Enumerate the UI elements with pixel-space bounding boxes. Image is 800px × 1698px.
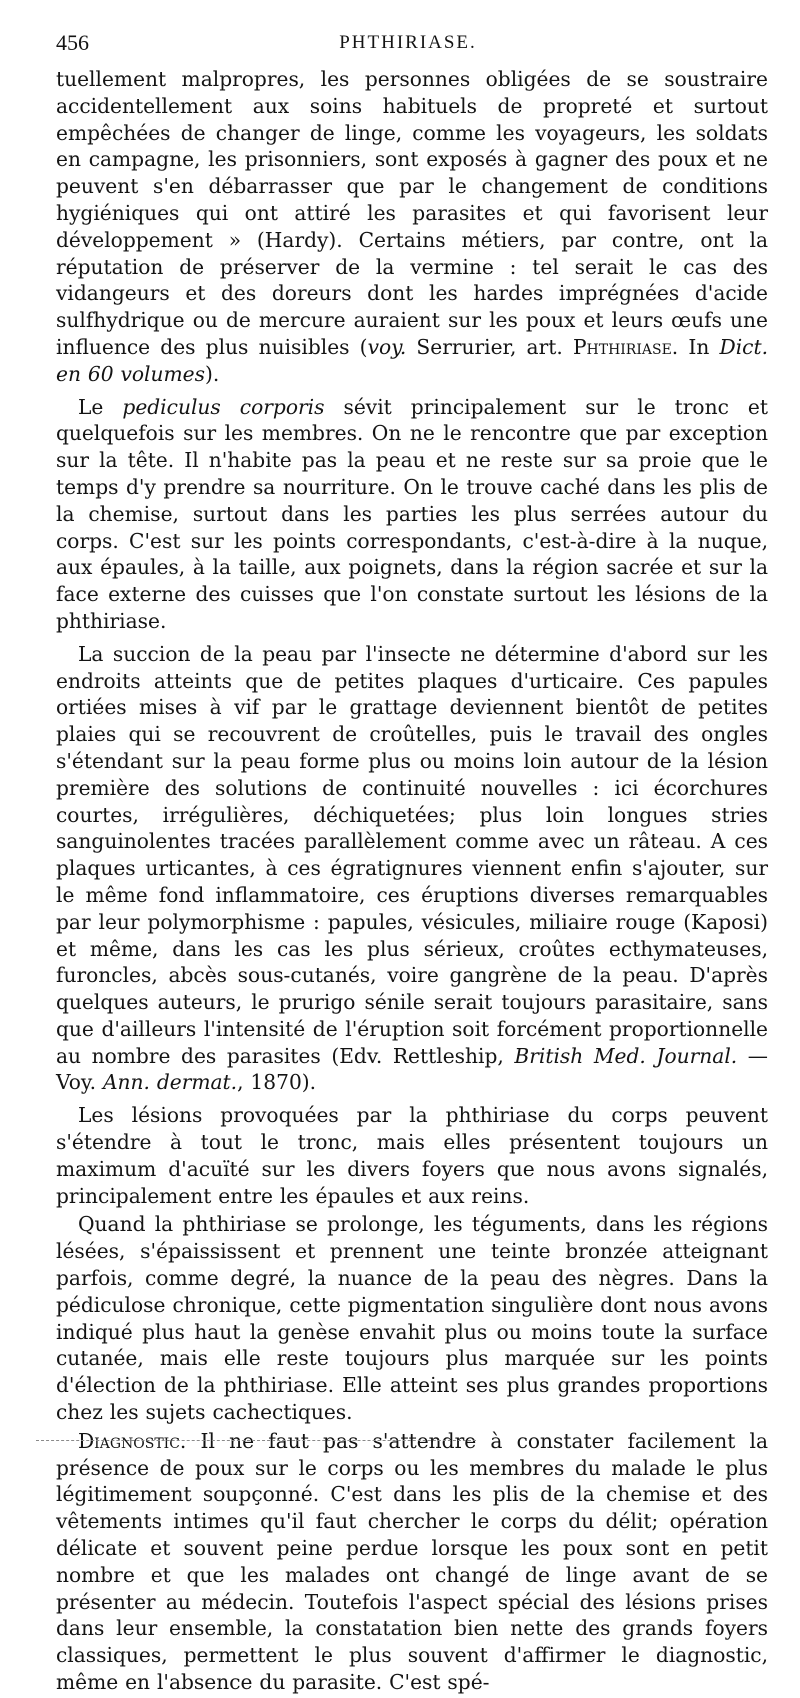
text-run: Il ne faut pas s'attendre à constater facilement la présence de poux sur le corps ou les membres du malade le plus légitimement soupçonné. C'est dans les plis de la chemise et des vêtements intimes qu'il faut chercher le corps du délit; opération délicate et souvent peine perdue lorsque les poux sont en petit nombre et que les malades ont changé de linge avant de se présenter au médecin. Toutefois l'aspect spécial des lésions prises dans leur ensemble, la constatation bien nette des grands foyers classiques, permettent le plus souvent d'affirmer le diagnostic, même en l'absence du parasite. C'est spé- — [56, 1428, 768, 1695]
text-run: In — [678, 334, 720, 359]
italic-run: Ann. dermat. — [102, 1070, 238, 1095]
italic-run: British Med. Journal. — [514, 1043, 738, 1068]
page-number: 456 — [56, 30, 89, 55]
text-run: sévit principalement sur le tronc et quelquefois sur les membres. On ne le rencontre que par exception sur la tête. Il n'habite pas la peau et ne reste sur sa proie que le temps d'y prendre sa nourriture. On le trouve caché dans les plis de la chemise, surtout dans les parties les plus serrées autour du corps. C'est sur les points correspondants, c'est-à-dire à la nuque, aux épaules, à la taille, aux poignets, dans la région sacrée et sur la face externe des cuisses que l'on constate surtout les lésions de la phthiriase. — [56, 394, 768, 633]
running-title: PHTHIRIASE. — [339, 32, 477, 53]
text-run: ). — [204, 361, 220, 386]
body-text — [56, 66, 768, 1698]
text-run: Le — [78, 394, 123, 419]
paragraph-p1 — [56, 66, 768, 388]
paragraph-p5 — [56, 1211, 768, 1425]
italic-run: voy. — [367, 334, 407, 359]
text-run: , 1870). — [237, 1070, 317, 1095]
text-run: — Voy. — [56, 1043, 768, 1095]
paragraph-p6 — [56, 1428, 768, 1696]
text-run: Les lésions provoquées par la phthiriase du corps peuvent s'étendre à tout le tronc, mais elles présentent toujours un maximum d'acuïté sur les divers foyers que nous avons signalés, principalement entre les épaules et aux reins. — [56, 1103, 768, 1208]
small-caps-run: Phthiriase. — [572, 334, 679, 359]
footer-rule — [36, 1440, 476, 1443]
text-run: Quand la phthiriase se prolonge, les téguments, dans les régions lésées, s'épaississent et prennent une teinte bronzée atteignant parfois, comme degré, la nuance de la peau des nègres. Dans la pédiculose chronique, cette pigmentation singulière dont nous avons indiqué plus haut la genèse envahit plus ou moins toute la surface cutanée, mais elle reste toujours plus marquée sur les points d'élection de la phthiriase. Elle atteint ses plus grandes proportions chez les sujets cachectiques. — [56, 1212, 768, 1425]
page-header — [56, 30, 760, 58]
small-caps-run: Diagnostic. — [78, 1428, 187, 1453]
paragraph-p2 — [56, 394, 768, 635]
paragraph-p4 — [56, 1102, 768, 1209]
text-run: tuellement malpropres, les personnes obligées de se soustraire accidentellement aux soins habituels de propreté et surtout empêchées de changer de linge, comme les voyageurs, les soldats en campagne, les prisonniers, sont exposés à gagner des poux et ne peuvent s'en débarrasser que par le changement de conditions hygiéniques qui ont attiré les parasites et qui favorisent leur développement » (Hardy). Certains métiers, par contre, ont la réputation de préserver de la vermine : tel serait le cas des vidangeurs et des doreurs dont les hardes imprégnées d'acide sulfhydrique ou de mercure auraient sur les poux et leurs œufs une influence des plus nuisibles ( — [56, 67, 768, 359]
text-run: La succion de la peau par l'insecte ne détermine d'abord sur les endroits atteints que de petites plaques d'urticaire. Ces papules ortiées mises à vif par le grattage deviennent bientôt de petites plaies qui se recouvrent de croûtelles, puis le travail des ongles s'étendant sur la peau forme plus ou moins loin autour de la lésion première des solutions de continuité nouvelles : ici écorchures courtes, irrégulières, déchiquetées; plus loin longues stries sanguinolentes tracées parallèlement comme avec un râteau. A ces plaques urticantes, à ces égratignures viennent enfin s'ajouter, sur le même fond inflammatoire, ces éruptions diverses remarquables par leur polymorphisme : papules, vésicules, miliaire rouge (Kaposi) et même, dans les cas les plus sérieux, croûtes ecthymateuses, furoncles, abcès sous-cutanés, voire gangrène de la peau. D'après quelques auteurs, le prurigo sénile serait toujours parasitaire, sans que d'ailleurs l'intensité de l'éruption soit forcément proportionnelle au nombre des parasites (Edv. Rettleship, — [56, 641, 768, 1068]
text-run: Serrurier, art. — [406, 334, 573, 359]
italic-run: Dict. en 60 volumes — [56, 334, 768, 386]
italic-run: pediculus corporis — [122, 394, 325, 419]
paragraph-p3 — [56, 641, 768, 1097]
